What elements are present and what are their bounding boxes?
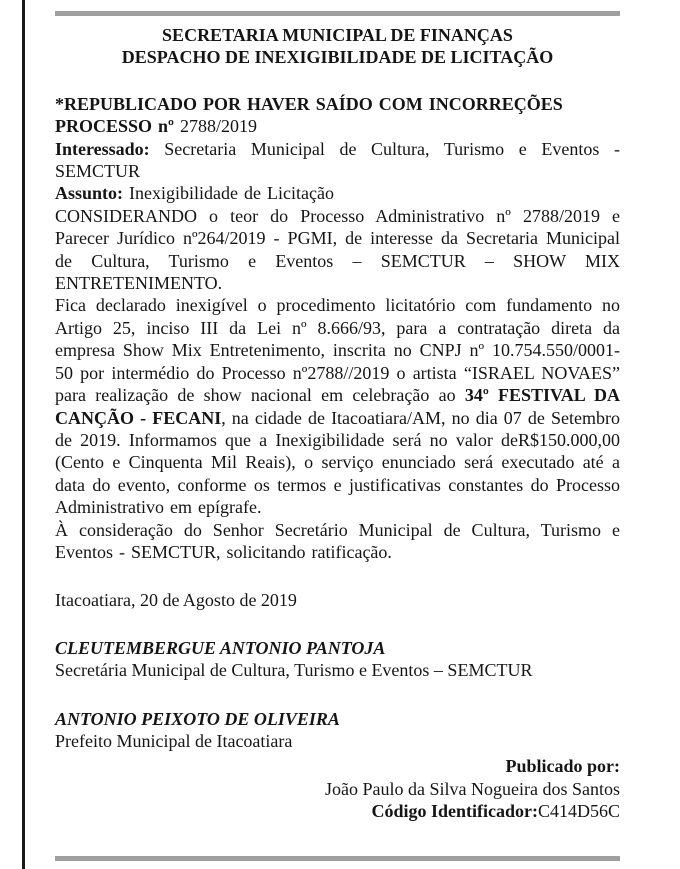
- identifier-line: [55, 800, 620, 822]
- department-title: SECRETARIA MUNICIPAL DE FINANÇAS: [162, 25, 513, 45]
- identifier-code-value: C414D56C: [537, 801, 620, 822]
- signatory-name-2: ANTONIO PEIXOTO DE OLIVEIRA: [55, 708, 340, 729]
- fica-text-before: Fica declarado inexigível o procedimento licitatório com fundamento no Artigo 25, inciso III da Lei nº 8.666/93, para a contratação direta da empresa Show Mix Entretenimento, inscrita no CNPJ nº 10.754.550/0001-50 por intermédio do Processo nº2788//2019 o artista “ISRAEL NOVAES” para realização de show nacional em celebração ao: [55, 295, 620, 406]
- document-content: [55, 0, 620, 823]
- dateline-text: Itacoatiara, 20 de Agosto de 2019: [55, 590, 297, 611]
- fica-text-after: , na cidade de Itacoatiara/AM, no dia 07 de Setembro de 2019. Informamos que a Inexigibilidade será no valor deR$150.000,00 (Cento e Cinquenta Mil Reais), o serviço enunciado será executado até a data do evento, conforme os termos e justificativas constantes do Processo Administrativo em epígrafe.: [55, 407, 620, 518]
- republished-notice-text: *REPUBLICADO POR HAVER SAÍDO COM INCORREÇÕES: [55, 93, 563, 114]
- consideracao-text: À consideração do Senhor Secretário Municipal de Cultura, Turismo e Eventos - SEMCTUR, solicitando ratificação.: [55, 519, 620, 562]
- identifier-code-label: Código Identificador:: [371, 801, 538, 822]
- processo-label: PROCESSO nº: [55, 116, 174, 137]
- signature-block-2: [55, 708, 620, 753]
- document-body: [55, 93, 620, 564]
- document-title: DESPACHO DE INEXIGIBILIDADE DE LICITAÇÃO: [121, 47, 554, 68]
- considerando-paragraph: [55, 205, 620, 295]
- signatory-title-2: Prefeito Municipal de Itacoatiara: [55, 730, 293, 751]
- dateline: [55, 589, 620, 611]
- bottom-divider: [55, 856, 620, 861]
- published-by-name: João Paulo da Silva Nogueira dos Santos: [325, 778, 620, 799]
- interessado-value: Secretaria Municipal de Cultura, Turismo e Eventos - SEMCTUR: [55, 138, 620, 182]
- interessado-label: Interessado:: [55, 138, 150, 159]
- signature-block-1: [55, 637, 620, 682]
- considerando-text: CONSIDERANDO o teor do Processo Administrativo nº 2788/2019 e Parecer Jurídico nº264/2019 - PGMI, de interesse da Secretaria Municipal de Cultura, Turismo e Eventos – SEMCTUR – SHOW MIX ENTRETENIMENTO.: [55, 205, 620, 294]
- interessado-line: [55, 138, 620, 183]
- document-header: [55, 24, 620, 69]
- festival-name: 34º FESTIVAL DA CANÇÃO - FECANI: [55, 385, 620, 428]
- assunto-line: [55, 182, 620, 204]
- published-by-label: Publicado por:: [505, 756, 620, 777]
- republished-notice: [55, 93, 620, 115]
- left-border-rule: [22, 0, 25, 869]
- processo-line: [55, 115, 620, 137]
- signatory-name-1: CLEUTEMBERGUE ANTONIO PANTOJA: [55, 637, 386, 658]
- signatory-title-1: Secretária Municipal de Cultura, Turismo e Eventos – SEMCTUR: [55, 660, 533, 681]
- assunto-label: Assunto:: [55, 183, 124, 204]
- inexigibilidade-paragraph: [55, 294, 620, 518]
- consideracao-paragraph: [55, 519, 620, 564]
- assunto-value: Inexigibilidade de Licitação: [123, 183, 334, 204]
- top-divider: [55, 11, 620, 16]
- publication-block: [55, 755, 620, 822]
- processo-value: 2788/2019: [173, 116, 257, 137]
